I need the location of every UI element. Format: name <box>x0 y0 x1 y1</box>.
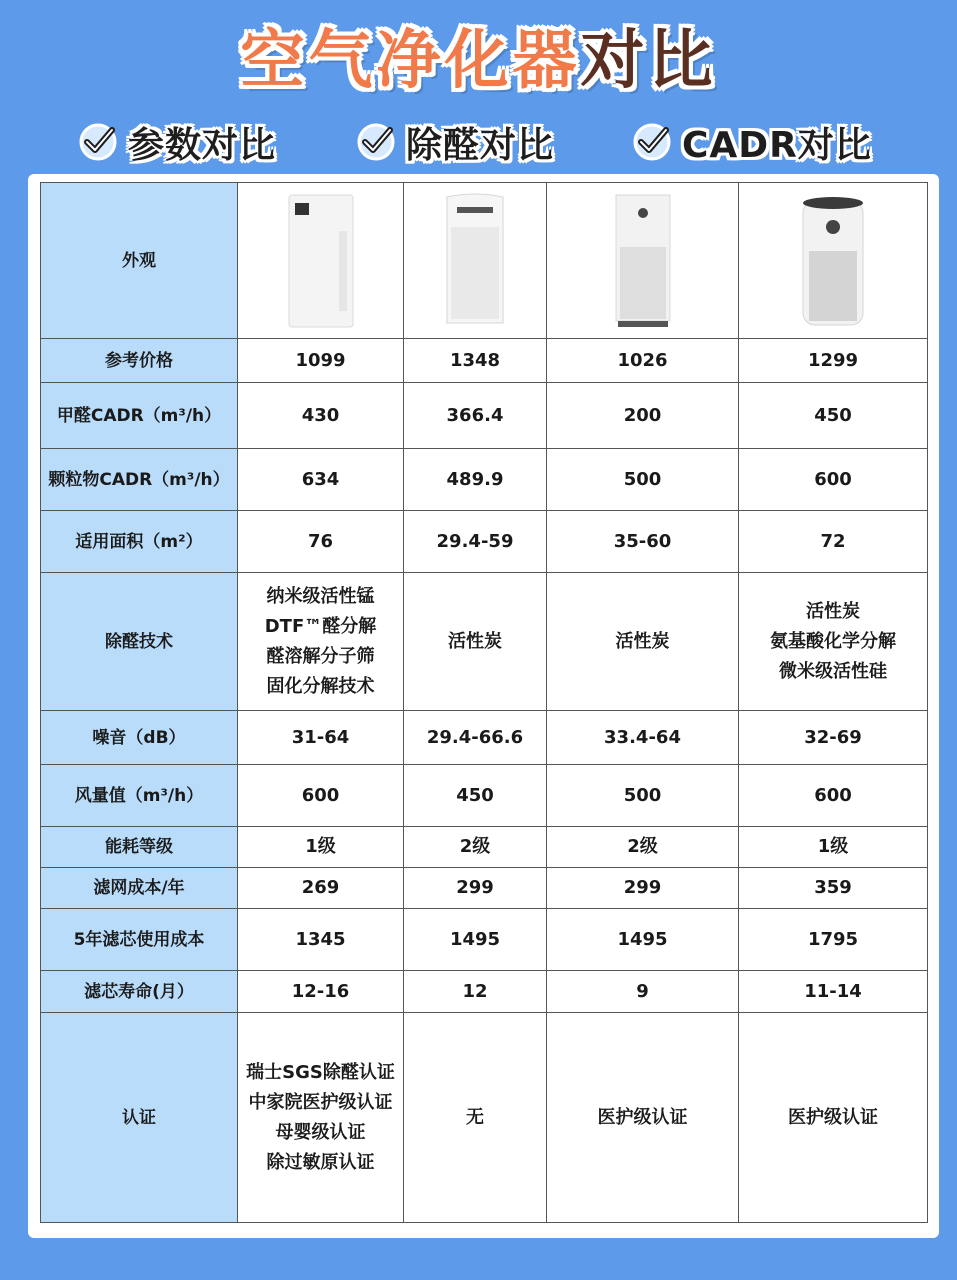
feature-item <box>78 112 276 172</box>
row-label: 适用面积（m²） <box>41 511 238 573</box>
table-cell: 500 <box>547 449 739 511</box>
cell-line: 活性炭 <box>806 600 860 622</box>
table-cell: 600 <box>739 765 928 827</box>
table-cell: 76 <box>238 511 404 573</box>
table-cell: 72 <box>739 511 928 573</box>
title-part-2: 对比 <box>580 24 717 98</box>
air-purifier-icon <box>435 191 515 331</box>
table-row <box>41 868 928 909</box>
table-cell <box>547 573 739 711</box>
cell-line: 氨基酸化学分解 <box>770 630 896 652</box>
table-cell: 12-16 <box>238 971 404 1013</box>
table-cell: 200 <box>547 383 739 449</box>
table-cell: 600 <box>238 765 404 827</box>
table-cell: 1348 <box>404 339 547 383</box>
table-cell: 1495 <box>404 909 547 971</box>
air-purifier-icon <box>281 191 361 331</box>
row-label: 除醛技术 <box>41 573 238 711</box>
feature-list <box>0 112 957 172</box>
cell-line: 醛溶解分子筛 <box>266 645 375 667</box>
comparison-card <box>28 174 939 1238</box>
cell-line: 瑞士SGS除醛认证 <box>246 1061 395 1083</box>
cell-line: 无 <box>466 1106 484 1128</box>
feature-item <box>632 112 872 172</box>
cell-line: 母婴级认证 <box>275 1121 366 1143</box>
product-image-1 <box>238 183 404 339</box>
table-cell: 33.4-64 <box>547 711 739 765</box>
cell-line: 固化分解技术 <box>266 675 375 697</box>
table-cell: 31-64 <box>238 711 404 765</box>
cell-line: 微米级活性硅 <box>779 660 887 682</box>
table-cell: 32-69 <box>739 711 928 765</box>
air-purifier-icon <box>793 191 873 331</box>
appearance-row <box>41 183 928 339</box>
product-image-2 <box>404 183 547 339</box>
row-label: 风量值（m³/h） <box>41 765 238 827</box>
table-row <box>41 1013 928 1223</box>
table-cell: 269 <box>238 868 404 909</box>
table-cell <box>739 573 928 711</box>
table-row <box>41 765 928 827</box>
comparison-table <box>40 182 928 1223</box>
table-cell: 489.9 <box>404 449 547 511</box>
table-cell: 430 <box>238 383 404 449</box>
table-cell: 9 <box>547 971 739 1013</box>
table-row <box>41 827 928 868</box>
row-label: 参考价格 <box>41 339 238 383</box>
row-label: 认证 <box>41 1013 238 1223</box>
checkmark-icon <box>78 122 118 162</box>
table-cell <box>404 1013 547 1223</box>
table-cell: 1345 <box>238 909 404 971</box>
table-cell: 450 <box>404 765 547 827</box>
cell-line: 医护级认证 <box>788 1106 878 1128</box>
table-body <box>41 183 928 1223</box>
table-cell <box>238 1013 404 1223</box>
cell-line: DTF™醛分解 <box>264 615 377 637</box>
table-cell <box>238 573 404 711</box>
table-cell: 359 <box>739 868 928 909</box>
table-cell <box>739 1013 928 1223</box>
cell-line: 活性炭 <box>448 630 502 652</box>
table-cell: 1495 <box>547 909 739 971</box>
table-cell: 1级 <box>238 827 404 868</box>
table-cell: 1026 <box>547 339 739 383</box>
cell-line: 活性炭 <box>615 630 670 652</box>
table-cell: 2级 <box>547 827 739 868</box>
table-cell: 29.4-59 <box>404 511 547 573</box>
cell-line: 纳米级活性锰 <box>266 585 375 607</box>
table-row <box>41 909 928 971</box>
row-label: 滤网成本/年 <box>41 868 238 909</box>
row-label: 外观 <box>41 183 238 339</box>
table-cell: 366.4 <box>404 383 547 449</box>
row-label: 滤芯寿命(月） <box>41 971 238 1013</box>
row-label: 能耗等级 <box>41 827 238 868</box>
feature-label: CADR对比 <box>682 124 872 166</box>
row-label: 噪音（dB） <box>41 711 238 765</box>
table-cell: 299 <box>404 868 547 909</box>
table-cell: 12 <box>404 971 547 1013</box>
product-image-3 <box>547 183 739 339</box>
table-cell: 11-14 <box>739 971 928 1013</box>
product-image-4 <box>739 183 928 339</box>
table-row <box>41 383 928 449</box>
table-cell: 634 <box>238 449 404 511</box>
table-cell: 35-60 <box>547 511 739 573</box>
cell-line: 中家院医护级认证 <box>248 1091 393 1113</box>
feature-label: 参数对比 <box>128 124 277 166</box>
table-cell: 2级 <box>404 827 547 868</box>
row-label: 5年滤芯使用成本 <box>41 909 238 971</box>
row-label: 甲醛CADR（m³/h） <box>41 383 238 449</box>
feature-item <box>356 112 554 172</box>
title-part-1: 空气净化器 <box>240 24 581 98</box>
table-cell: 500 <box>547 765 739 827</box>
feature-label: 除醛对比 <box>406 124 555 166</box>
page-title <box>0 16 957 106</box>
table-row <box>41 339 928 383</box>
table-cell <box>547 1013 739 1223</box>
table-row <box>41 573 928 711</box>
cell-line: 医护级认证 <box>597 1106 688 1128</box>
table-cell: 1299 <box>739 339 928 383</box>
table-row <box>41 971 928 1013</box>
table-cell: 600 <box>739 449 928 511</box>
table-row <box>41 449 928 511</box>
table-cell: 29.4-66.6 <box>404 711 547 765</box>
row-label: 颗粒物CADR（m³/h） <box>41 449 238 511</box>
checkmark-icon <box>632 122 672 162</box>
table-cell <box>404 573 547 711</box>
cell-line: 除过敏原认证 <box>266 1151 375 1173</box>
table-cell: 1795 <box>739 909 928 971</box>
table-row <box>41 511 928 573</box>
air-purifier-icon <box>608 191 678 331</box>
table-cell: 1099 <box>238 339 404 383</box>
table-cell: 1级 <box>739 827 928 868</box>
checkmark-icon <box>356 122 396 162</box>
table-row <box>41 711 928 765</box>
table-cell: 299 <box>547 868 739 909</box>
table-cell: 450 <box>739 383 928 449</box>
